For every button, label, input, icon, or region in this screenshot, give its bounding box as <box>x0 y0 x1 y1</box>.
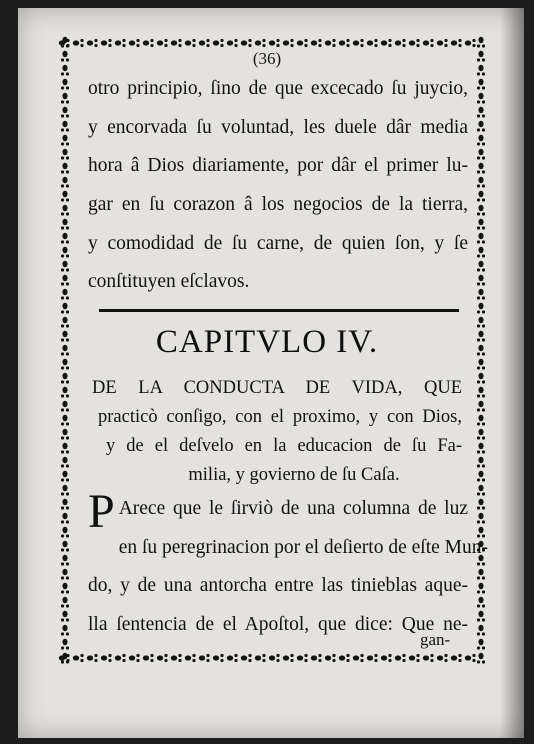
fleuron-border-top-icon <box>58 36 476 50</box>
fleuron-border-bottom-icon <box>58 651 476 665</box>
text-line: y comodidad de ſu carne, de quien ſon, y ſe <box>88 232 468 254</box>
subtitle-line: milia, y govierno de ſu Caſa. <box>188 465 400 485</box>
text-line-first <box>88 485 468 538</box>
chapter-subtitle <box>92 374 462 490</box>
paragraph-1 <box>88 70 468 302</box>
section-rule <box>99 309 459 312</box>
chapter-title: CAPITVLO IV. <box>155 324 379 360</box>
catchword: gan- <box>420 630 451 649</box>
text-line: conſtituyen eſclavos. <box>88 271 250 293</box>
text-line: lla ſentencia de el Apoſtol, que dice: Que ne- <box>88 614 468 636</box>
text-line: do, y de una antorcha entre las tinieblas aque- <box>88 575 468 597</box>
subtitle-line: y de el deſvelo en la educacion de ſu Fa- <box>106 436 462 456</box>
text-line: Arece que le ſirviò de una columna de luz <box>118 498 468 519</box>
subtitle-line: practicò conſigo, con el proximo, y con Dios, <box>98 407 462 427</box>
page-gutter-shadow <box>500 8 524 738</box>
paragraph-2 <box>88 485 488 645</box>
subtitle-line: DE LA CONDUCTA DE VIDA, QUE <box>92 378 462 398</box>
text-line: hora â Dios diariamente, por dâr el primer lu- <box>88 155 468 177</box>
drop-cap: P <box>88 485 115 538</box>
text-line: y encorvada ſu voluntad, les duele dâr media <box>88 116 468 138</box>
text-line: en ſu peregrinacion por el deſierto de eſte Mun- <box>118 536 488 558</box>
text-line: otro principio, ſino de que excecado ſu juycio, <box>88 78 468 99</box>
text-line: gar en ſu corazon â los negocios de la tierra, <box>88 194 468 216</box>
page-number: (36) <box>252 49 282 68</box>
